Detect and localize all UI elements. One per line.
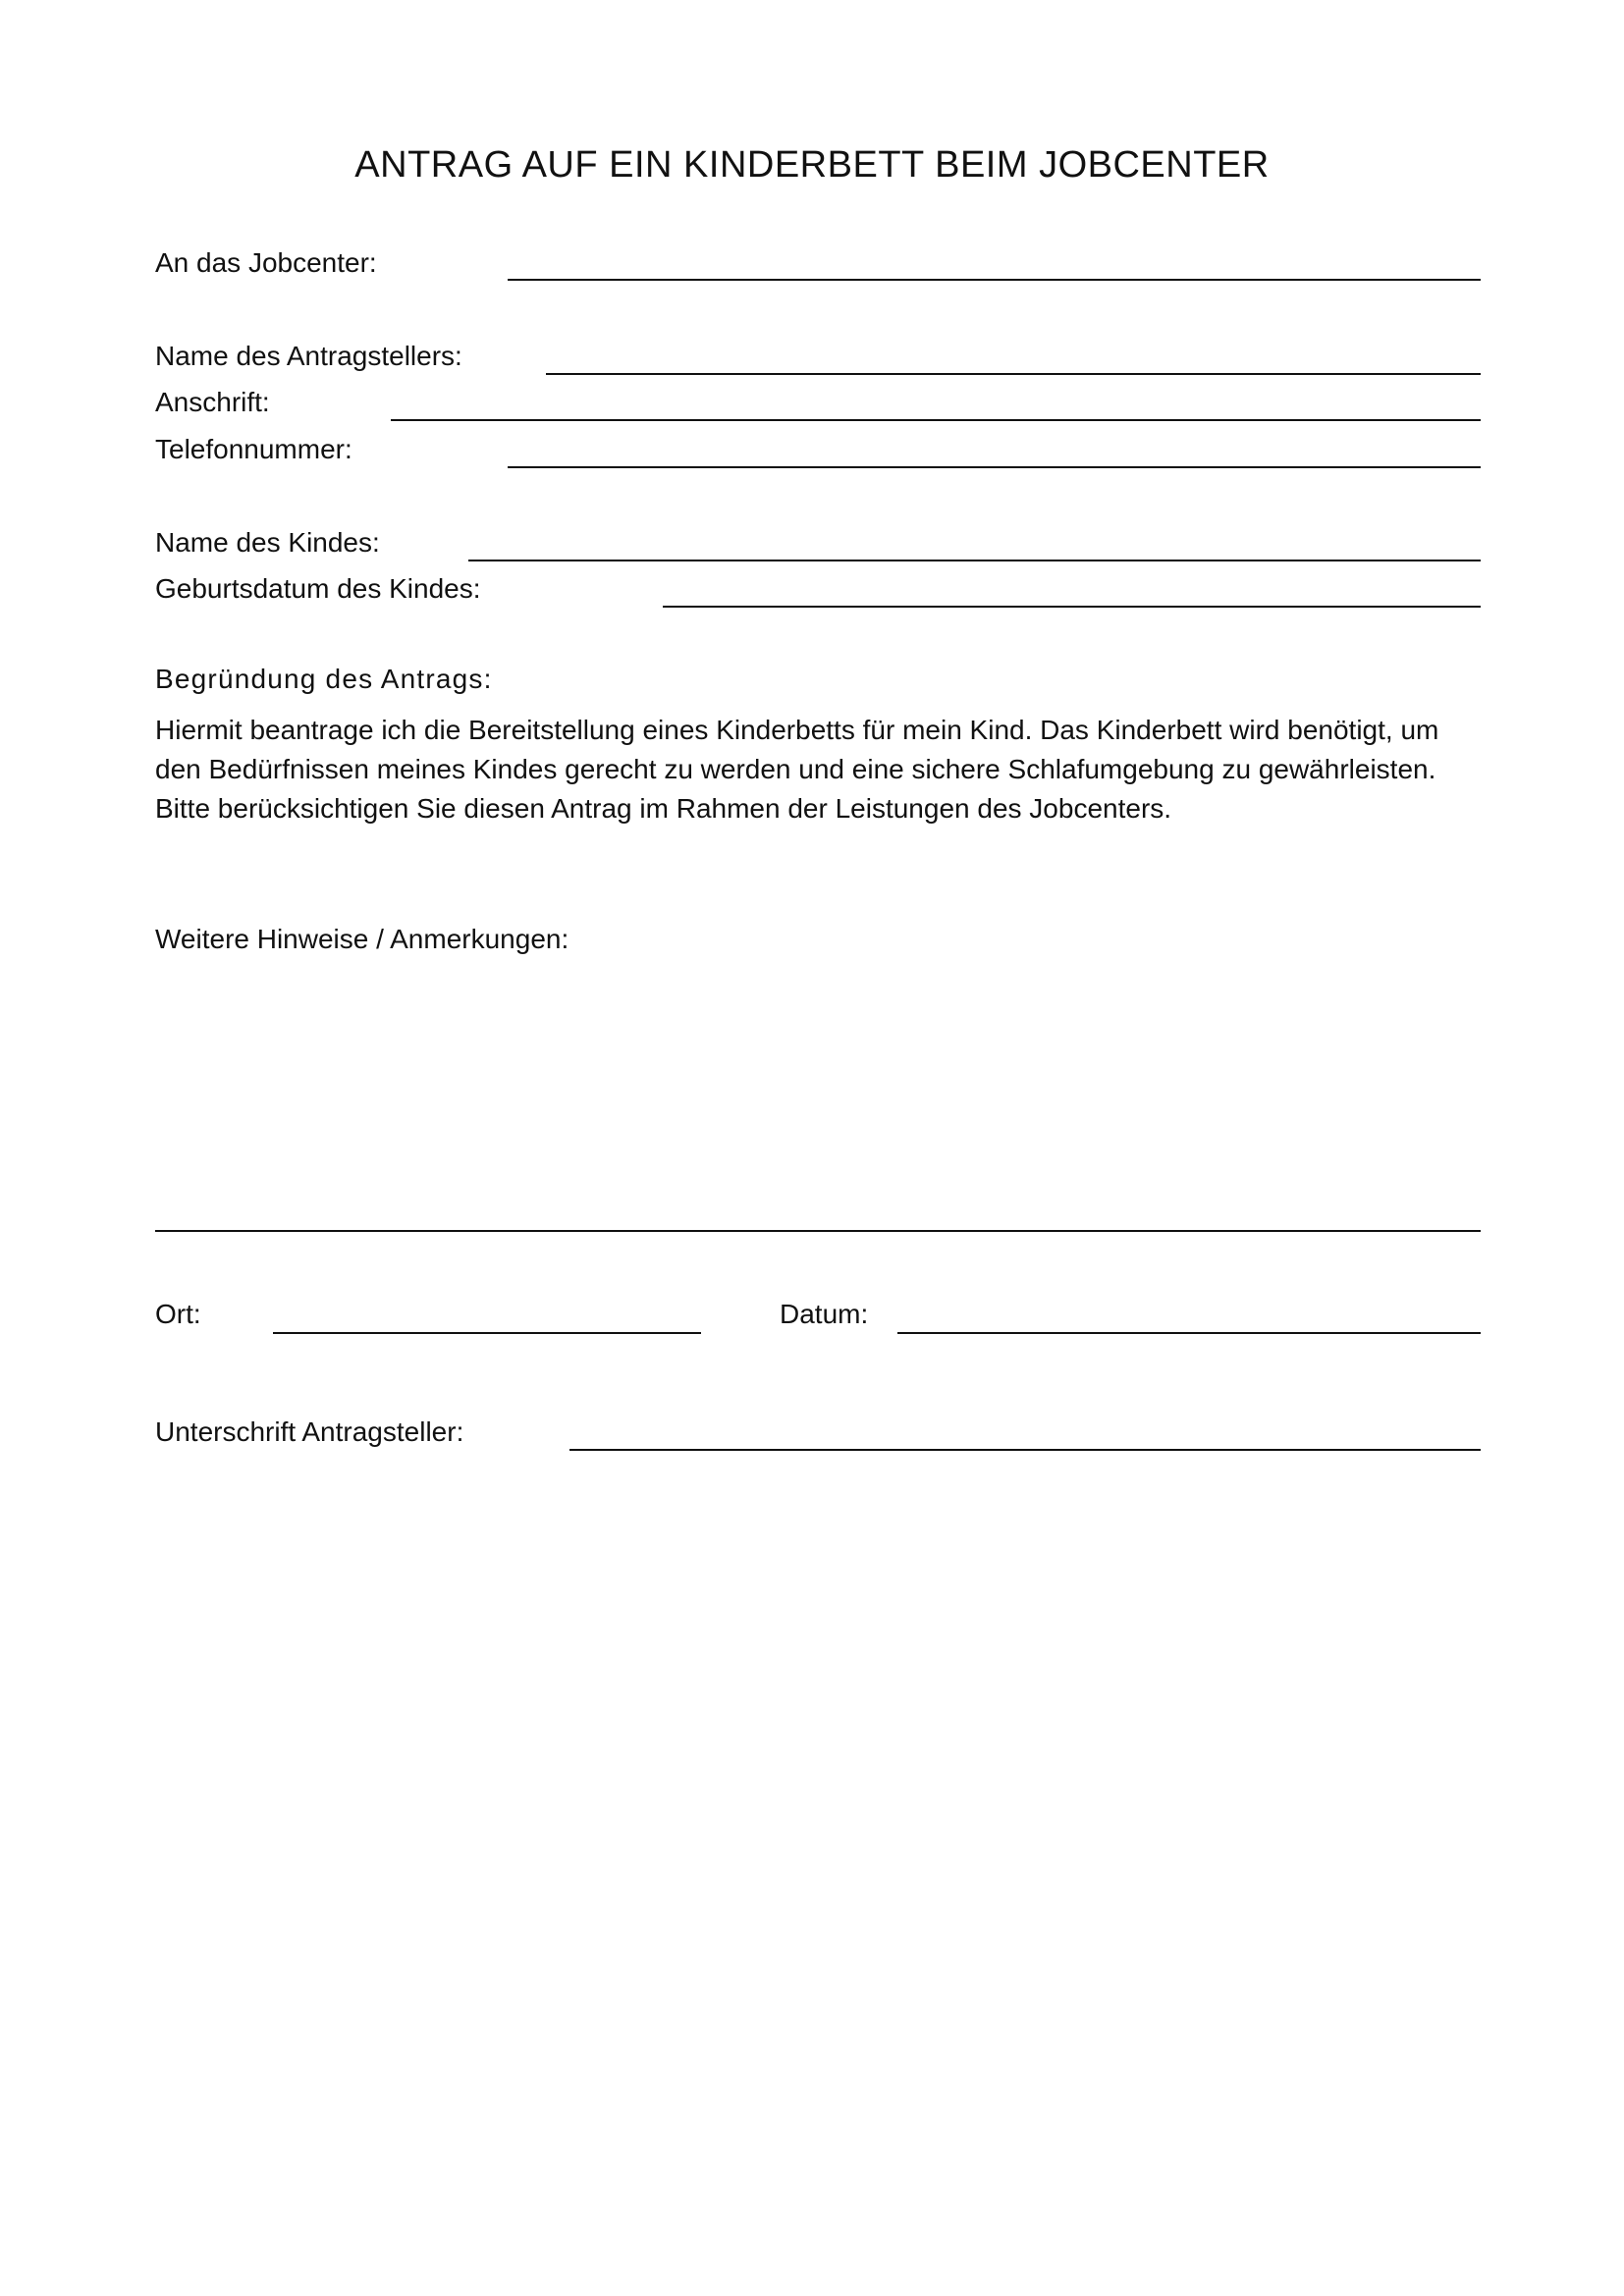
reason-paragraph	[155, 711, 1490, 828]
jobcenter-label: An das Jobcenter:	[155, 247, 377, 278]
place-input-line[interactable]	[273, 1332, 701, 1334]
applicant-name-label: Name des Antragstellers:	[155, 341, 462, 371]
address-label: Anschrift:	[155, 387, 270, 417]
notes-label: Weitere Hinweise / Anmerkungen:	[155, 924, 569, 954]
notes-input-line[interactable]	[155, 1230, 1481, 1232]
child-birthdate-input-line[interactable]	[663, 606, 1481, 608]
reason-heading: Begründung des Antrags:	[155, 664, 493, 694]
reason-line: Bitte berücksichtigen Sie diesen Antrag im Rahmen der Leistungen des Jobcenters.	[155, 793, 1172, 824]
date-input-line[interactable]	[897, 1332, 1481, 1334]
child-birthdate-label: Geburtsdatum des Kindes:	[155, 573, 481, 604]
date-label: Datum:	[780, 1299, 869, 1329]
place-label: Ort:	[155, 1299, 201, 1329]
applicant-name-input-line[interactable]	[546, 373, 1481, 375]
reason-line: den Bedürfnissen meines Kindes gerecht zu werden und eine sichere Schlafumgebung zu gewährleisten.	[155, 754, 1436, 784]
signature-input-line[interactable]	[569, 1449, 1481, 1451]
child-name-input-line[interactable]	[468, 560, 1481, 561]
jobcenter-input-line[interactable]	[508, 279, 1481, 281]
reason-line: Hiermit beantrage ich die Bereitstellung eines Kinderbetts für mein Kind. Das Kinderbett wird benötigt, um	[155, 715, 1439, 745]
phone-label: Telefonnummer:	[155, 434, 352, 464]
document-title: ANTRAG AUF EIN KINDERBETT BEIM JOBCENTER	[354, 144, 1270, 187]
address-input-line[interactable]	[391, 419, 1481, 421]
child-name-label: Name des Kindes:	[155, 527, 380, 558]
phone-input-line[interactable]	[508, 466, 1481, 468]
signature-label: Unterschrift Antragsteller:	[155, 1416, 464, 1447]
